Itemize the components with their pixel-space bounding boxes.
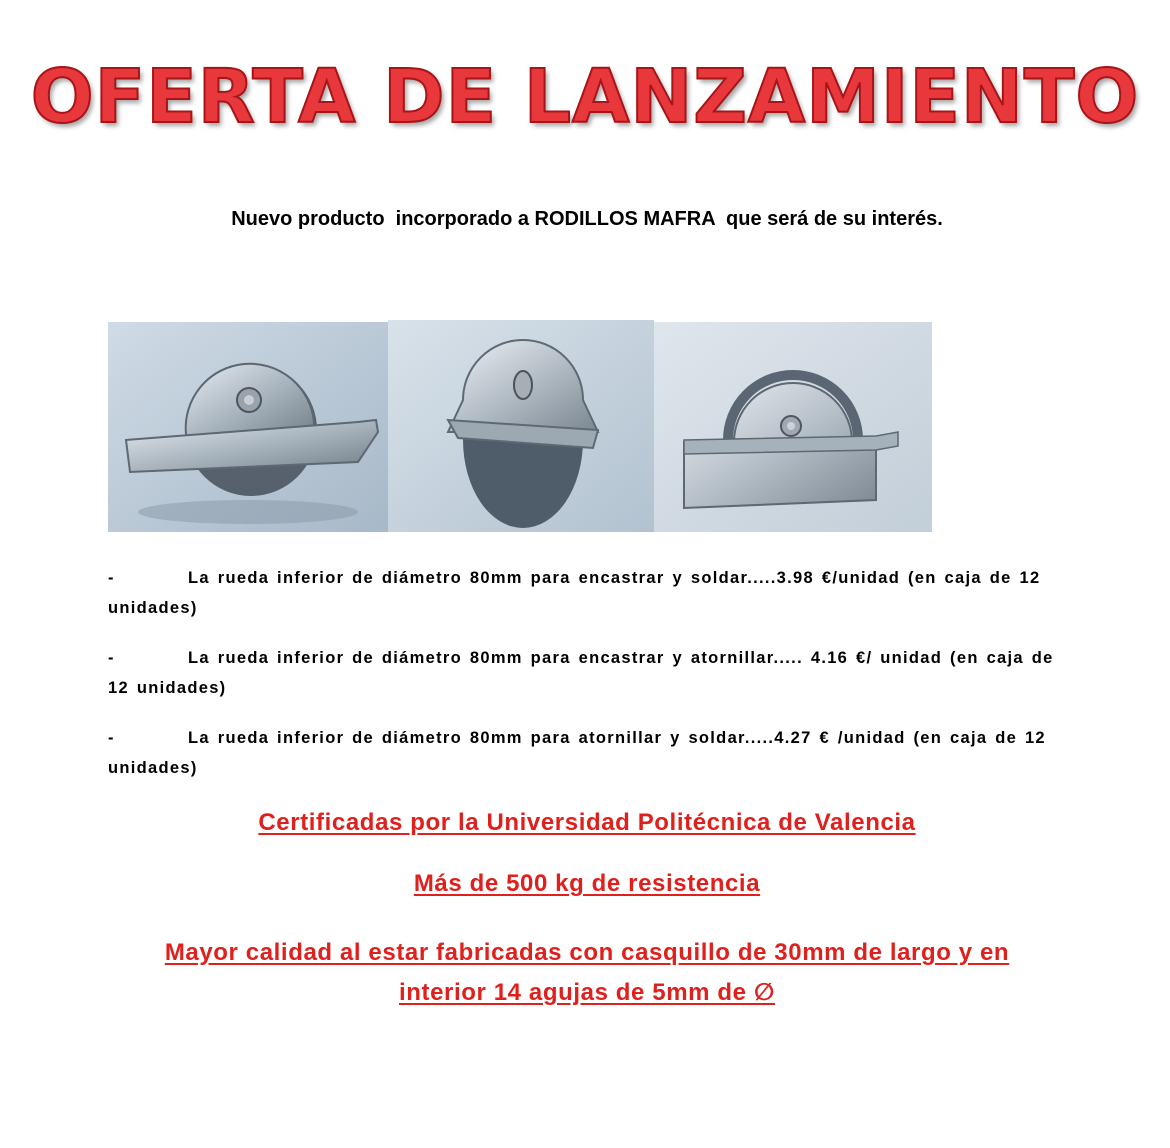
roller-photo-icon: [108, 322, 388, 532]
quality-note-line-2: interior 14 agujas de 5mm de ∅: [398, 979, 775, 1006]
product-photo-2: [388, 320, 654, 532]
list-bullet: -: [108, 649, 115, 667]
list-item: [108, 723, 1068, 783]
list-item-text: La rueda inferior de diámetro 80mm para atornillar y soldar.....4.27 € /unidad (en caja de 12 unidades): [108, 729, 1046, 777]
list-item: [108, 643, 1068, 703]
subtitle: Nuevo producto incorporado a RODILLOS MAFRA que será de su interés.: [231, 208, 943, 230]
list-item: [108, 563, 1068, 623]
product-photo-1: [108, 322, 388, 532]
list-item-text: La rueda inferior de diámetro 80mm para encastrar y soldar.....3.98 €/unidad (en caja de 12 unidades): [108, 569, 1041, 617]
roller-photo-icon: [654, 322, 932, 532]
list-item-text: La rueda inferior de diámetro 80mm para encastrar y atornillar..... 4.16 €/ unidad (en caja de 12 unidades): [108, 649, 1054, 697]
certification-note: Certificadas por la Universidad Politécnica de Valencia: [258, 809, 916, 836]
quality-note-line-1: Mayor calidad al estar fabricadas con casquillo de 30mm de largo y en: [164, 939, 1010, 966]
quality-note: [0, 933, 1170, 1013]
roller-photo-icon: [388, 320, 654, 532]
resistance-note: Más de 500 kg de resistencia: [413, 870, 761, 897]
product-photo-3: [654, 322, 932, 532]
page-title: OFERTA DE LANZAMIENTO: [30, 54, 1140, 140]
product-photos: [108, 322, 932, 532]
list-bullet: -: [108, 569, 115, 587]
list-bullet: -: [108, 729, 115, 747]
product-list: [108, 563, 1068, 803]
